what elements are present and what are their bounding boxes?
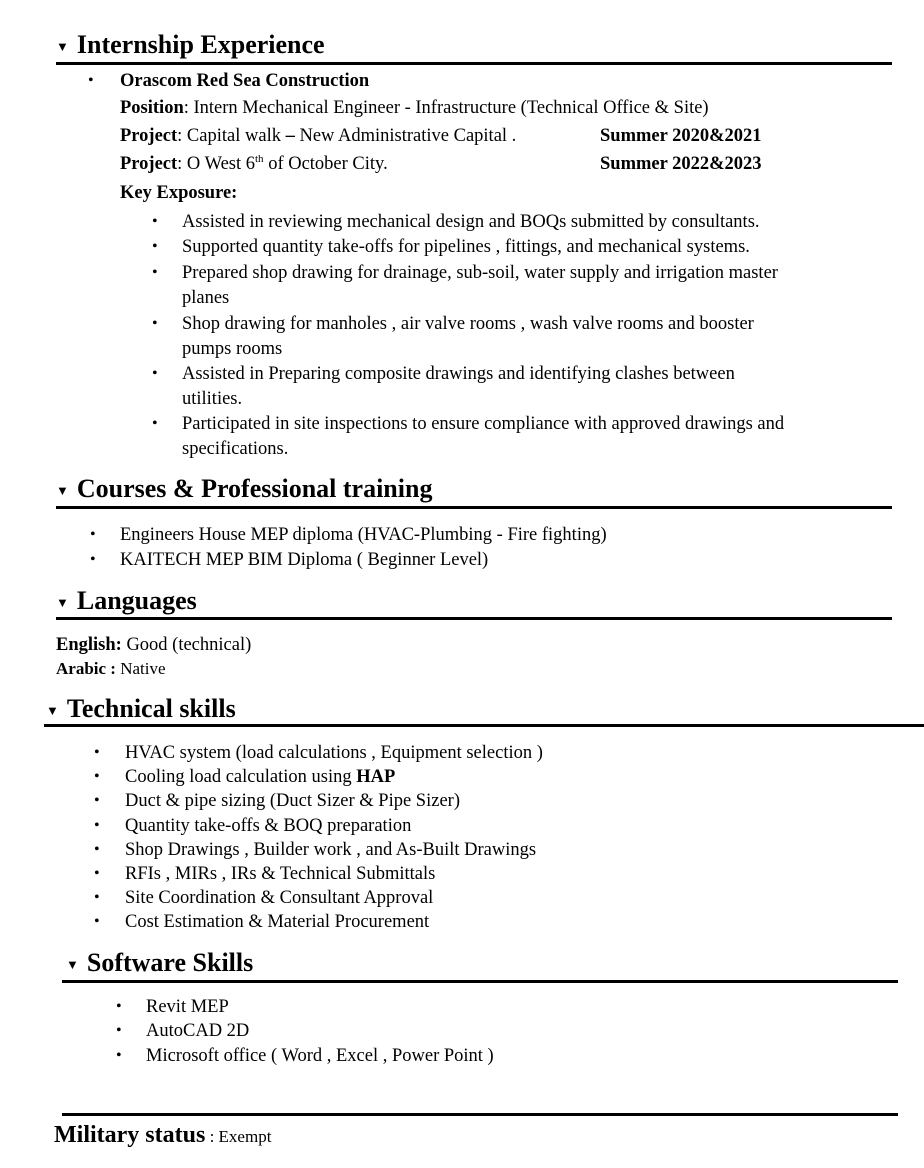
section-heading-internship — [56, 30, 325, 62]
bullet-icon: • — [116, 1047, 122, 1064]
project-value-rest: of October City. — [263, 154, 388, 174]
bullet-icon: • — [94, 865, 100, 882]
bullet-icon: • — [90, 551, 96, 568]
section-heading-languages — [56, 586, 197, 618]
bullet-icon: • — [152, 315, 158, 332]
bullet-icon: • — [90, 526, 96, 543]
language-label: Arabic : — [56, 659, 116, 678]
exposure-item: Assisted in Preparing composite drawings and identifying clashes between — [182, 364, 735, 384]
skill-item: Shop Drawings , Builder work , and As-Built Drawings — [125, 840, 537, 860]
bullet-icon: • — [94, 841, 100, 858]
heading-text: Languages — [76, 586, 197, 615]
language-value: Good (technical) — [121, 635, 252, 655]
collapse-triangle-icon[interactable]: ▼ — [66, 957, 79, 973]
project-label: Project — [120, 126, 178, 146]
bullet-icon: • — [152, 264, 158, 281]
skill-item: Duct & pipe sizing (Duct Sizer & Pipe Sizer) — [125, 791, 460, 811]
bullet-icon: • — [94, 913, 100, 930]
bullet-icon: • — [152, 213, 158, 230]
exposure-item: Shop drawing for manholes , air valve rooms , wash valve rooms and booster — [182, 314, 754, 334]
section-divider — [56, 62, 892, 65]
bullet-icon: • — [88, 72, 94, 89]
project-period-1: Summer 2020&2021 — [600, 126, 762, 146]
collapse-triangle-icon[interactable]: ▼ — [56, 595, 69, 611]
military-value: : Exempt — [205, 1127, 272, 1146]
bullet-icon: • — [94, 792, 100, 809]
bullet-icon: • — [116, 998, 122, 1015]
position-label: Position — [120, 98, 184, 118]
section-heading-software — [66, 948, 253, 980]
project-line-1 — [120, 124, 516, 148]
bullet-icon: • — [94, 744, 100, 761]
section-heading-courses — [56, 474, 432, 506]
project-value: : O West 6 — [177, 154, 255, 174]
section-divider — [62, 980, 898, 983]
bullet-icon: • — [152, 365, 158, 382]
key-exposure-label: Key Exposure: — [120, 183, 238, 203]
collapse-triangle-icon[interactable]: ▼ — [56, 39, 69, 55]
software-item: Microsoft office ( Word , Excel , Power Point ) — [146, 1046, 494, 1066]
exposure-item: Supported quantity take-offs for pipelines , fittings, and mechanical systems. — [182, 237, 750, 257]
section-divider — [56, 617, 892, 620]
collapse-triangle-icon[interactable]: ▼ — [46, 703, 59, 719]
project-line-2 — [120, 152, 388, 176]
exposure-item: Participated in site inspections to ensure compliance with approved drawings and — [182, 414, 785, 434]
bullet-icon: • — [152, 415, 158, 432]
skill-item: Site Coordination & Consultant Approval — [125, 888, 434, 908]
language-label: English: — [56, 635, 122, 655]
skill-item: Quantity take-offs & BOQ preparation — [125, 816, 412, 836]
skill-item: RFIs , MIRs , IRs & Technical Submittals — [125, 864, 436, 884]
company-name: Orascom Red Sea Construction — [120, 71, 370, 91]
software-item: Revit MEP — [146, 997, 229, 1017]
exposure-item-continuation: utilities. — [182, 389, 243, 409]
project-period-2: Summer 2022&2023 — [600, 154, 762, 174]
skill-item: Cost Estimation & Material Procurement — [125, 912, 430, 932]
project-dash: – — [285, 126, 295, 146]
project-label: Project — [120, 154, 178, 174]
skill-text: Cooling load calculation using — [125, 767, 357, 787]
language-value: Native — [115, 659, 166, 678]
software-item: AutoCAD 2D — [146, 1021, 250, 1041]
course-item: Engineers House MEP diploma (HVAC-Plumbing - Fire fighting) — [120, 525, 607, 545]
collapse-triangle-icon[interactable]: ▼ — [56, 483, 69, 499]
heading-text: Courses & Professional training — [76, 474, 433, 503]
section-divider — [44, 724, 924, 727]
exposure-item: Assisted in reviewing mechanical design and BOQs submitted by consultants. — [182, 212, 760, 232]
project-value: : Capital walk — [177, 126, 286, 146]
heading-text: Software Skills — [86, 948, 254, 977]
military-status-line — [54, 1122, 271, 1149]
bullet-icon: • — [94, 768, 100, 785]
skill-item: HVAC system (load calculations , Equipment selection ) — [125, 743, 543, 763]
exposure-item-continuation: planes — [182, 288, 230, 308]
project-value-rest: New Administrative Capital . — [294, 126, 517, 146]
bullet-icon: • — [152, 238, 158, 255]
section-heading-technical — [46, 694, 236, 726]
course-item: KAITECH MEP BIM Diploma ( Beginner Level) — [120, 550, 489, 570]
military-label: Military status — [54, 1122, 206, 1148]
exposure-item-continuation: specifications. — [182, 439, 289, 459]
bullet-icon: • — [94, 817, 100, 834]
language-arabic — [56, 657, 166, 681]
position-line — [120, 96, 709, 120]
skill-item — [125, 765, 395, 789]
skill-emphasis: HAP — [356, 767, 396, 787]
language-english — [56, 633, 251, 657]
exposure-item: Prepared shop drawing for drainage, sub-soil, water supply and irrigation master — [182, 263, 778, 283]
section-divider — [56, 506, 892, 509]
ordinal-suffix: th — [255, 152, 264, 165]
section-divider — [62, 1113, 898, 1116]
heading-text: Technical skills — [66, 694, 236, 723]
bullet-icon: • — [94, 889, 100, 906]
bullet-icon: • — [116, 1022, 122, 1039]
exposure-item-continuation: pumps rooms — [182, 339, 283, 359]
position-value: : Intern Mechanical Engineer - Infrastructure (Technical Office & Site) — [183, 98, 709, 118]
heading-text: Internship Experience — [76, 30, 325, 59]
